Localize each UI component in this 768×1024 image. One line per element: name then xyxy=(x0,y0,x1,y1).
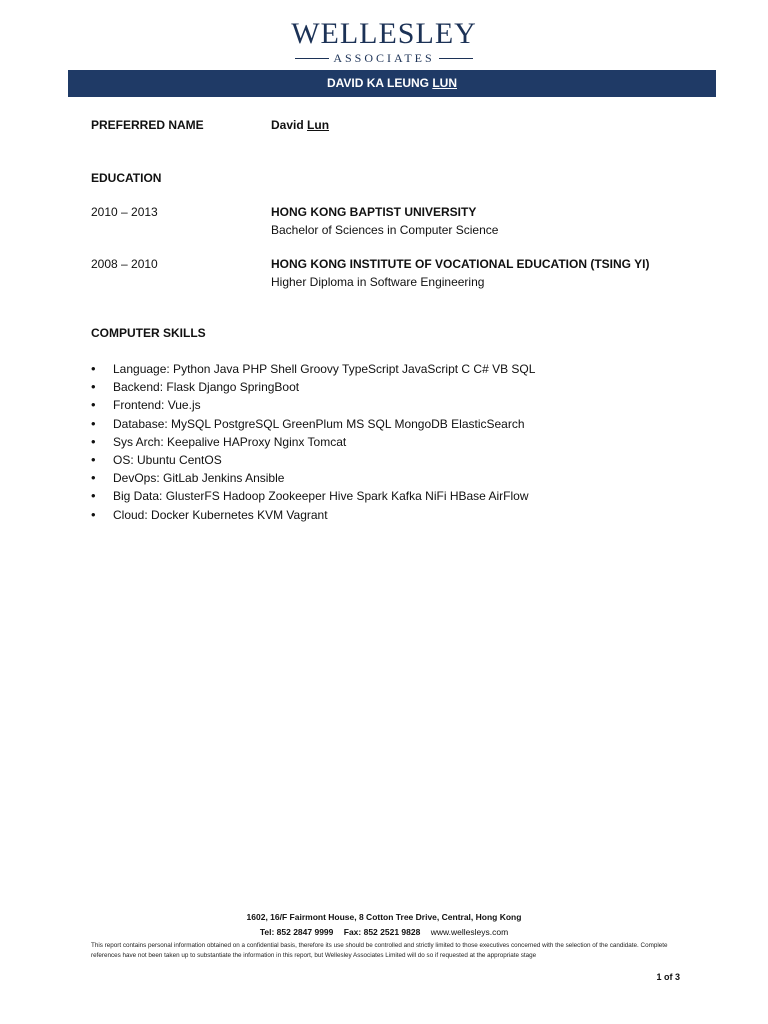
footer-contact xyxy=(0,927,768,937)
education-years: 2010 – 2013 xyxy=(91,205,158,219)
candidate-name-banner xyxy=(68,70,716,97)
education-heading: EDUCATION xyxy=(91,171,162,185)
footer-fax: Fax: 852 2521 9828 xyxy=(343,927,421,937)
logo-rule-right xyxy=(439,58,473,59)
logo-wordmark: WELLESLEY xyxy=(291,17,477,50)
skills-heading: COMPUTER SKILLS xyxy=(91,326,206,340)
skill-item: • Language: Python Java PHP Shell Groovy TypeScript JavaScript C C# VB SQL xyxy=(91,360,535,378)
education-years: 2008 – 2010 xyxy=(91,257,158,271)
skill-item: • DevOps: GitLab Jenkins Ansible xyxy=(91,469,535,487)
logo-subtitle: ASSOCIATES xyxy=(333,51,435,65)
skills-list xyxy=(91,360,535,524)
page-number: 1 of 3 xyxy=(656,972,680,982)
footer-website-link[interactable]: www.wellesleys.com xyxy=(430,927,509,937)
education-institution: HONG KONG INSTITUTE OF VOCATIONAL EDUCATION (TSING YI) xyxy=(271,257,650,271)
footer-disclaimer: This report contains personal information obtained on a confidential basis, therefore its use should be controlled and strictly limited to those executives concerned with the selection of the candidate. Complete references have not been taken up to substantiate the information in this report, but Wellesley Associates Limited will do so if requested at the appropriate stage xyxy=(91,942,668,959)
logo-rule-left xyxy=(295,58,329,59)
education-entry xyxy=(91,257,650,271)
candidate-name: DAVID KA LEUNG xyxy=(326,76,429,90)
skill-item: • Database: MySQL PostgreSQL GreenPlum MS SQL MongoDB ElasticSearch xyxy=(91,415,535,433)
footer-tel: Tel: 852 2847 9999 xyxy=(259,927,334,937)
skill-item: • Cloud: Docker Kubernetes KVM Vagrant xyxy=(91,506,535,524)
company-logo xyxy=(0,18,768,66)
preferred-name-label: PREFERRED NAME xyxy=(91,118,204,132)
skill-item: • Sys Arch: Keepalive HAProxy Nginx Tomcat xyxy=(91,433,535,451)
preferred-first-name: David xyxy=(271,118,304,132)
education-entry xyxy=(91,205,477,219)
education-institution: HONG KONG BAPTIST UNIVERSITY xyxy=(271,205,477,219)
preferred-name-value xyxy=(271,118,329,132)
logo-subline xyxy=(0,51,768,66)
education-degree: Bachelor of Sciences in Computer Science xyxy=(271,223,499,237)
skill-item: • Backend: Flask Django SpringBoot xyxy=(91,378,535,396)
candidate-surname: LUN xyxy=(432,76,457,90)
preferred-name-row xyxy=(91,118,330,132)
skill-item: • OS: Ubuntu CentOS xyxy=(91,451,535,469)
skill-item: • Big Data: GlusterFS Hadoop Zookeeper Hive Spark Kafka NiFi HBase AirFlow xyxy=(91,487,535,505)
preferred-last-name: Lun xyxy=(307,118,330,132)
skill-item: • Frontend: Vue.js xyxy=(91,396,535,414)
education-degree: Higher Diploma in Software Engineering xyxy=(271,275,485,289)
footer-address: 1602, 16/F Fairmont House, 8 Cotton Tree Drive, Central, Hong Kong xyxy=(246,912,522,922)
